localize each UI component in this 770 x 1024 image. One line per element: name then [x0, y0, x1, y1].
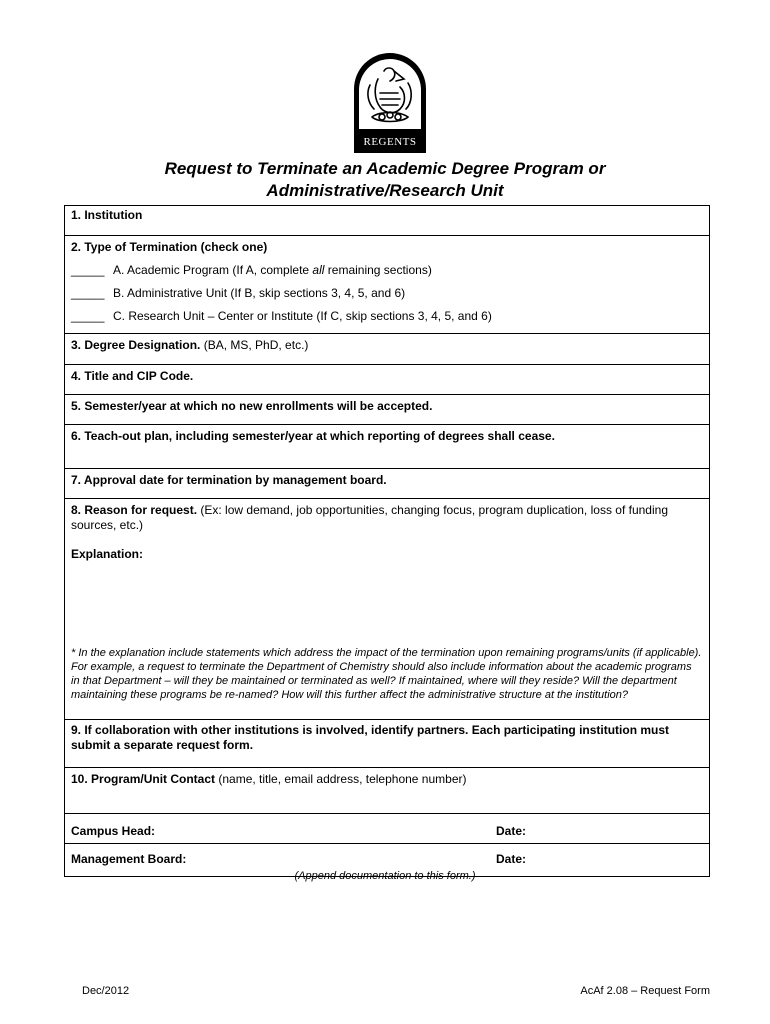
campus-head-label: Campus Head: [71, 824, 156, 838]
section-collaboration[interactable] [65, 720, 709, 768]
title-line-1: Request to Terminate an Academic Degree Program or [164, 159, 606, 178]
option-b-label: B. Administrative Unit (If B, skip sections 3, 4, 5, and 6) [113, 286, 406, 300]
section-institution[interactable] [65, 206, 709, 236]
section-title-cip[interactable] [65, 365, 709, 395]
section-6-label: 6. Teach-out plan, including semester/year at which reporting of degrees shall cease. [71, 429, 555, 443]
section-2-label: 2. Type of Termination (check one) [71, 240, 268, 254]
section-7-label: 7. Approval date for termination by management board. [71, 473, 387, 487]
explanation-label: Explanation: [71, 547, 144, 561]
checkbox-blank-c[interactable]: _____ [71, 309, 105, 323]
section-5-label: 5. Semester/year at which no new enrollments will be accepted. [71, 399, 433, 413]
logo-text: REGENTS [363, 136, 417, 148]
section-8-label: 8. Reason for request. (Ex: low demand, job opportunities, changing focus, program duplication, loss of funding sources, etc.) [71, 503, 668, 532]
option-b[interactable] [71, 286, 703, 301]
request-form [64, 205, 710, 877]
section-semester[interactable] [65, 395, 709, 425]
footer-form-id: AcAf 2.08 – Request Form [580, 985, 710, 997]
section-10-label: 10. Program/Unit Contact (name, title, email address, telephone number) [71, 772, 467, 786]
section-degree-designation[interactable] [65, 334, 709, 365]
management-date-label: Date: [496, 852, 527, 866]
option-c-label: C. Research Unit – Center or Institute (If C, skip sections 3, 4, 5, and 6) [113, 309, 492, 323]
option-c[interactable] [71, 309, 703, 324]
form-title [0, 158, 770, 202]
section-4-label: 4. Title and CIP Code. [71, 369, 194, 383]
explanation-note: * In the explanation include statements which address the impact of the termination upon remaining programs/units (if applicable). For example, a request to terminate the Department of Chemistry should also include information about the academic programs in that Department – will they be maintained or terminated as well? If maintained, where will they reside? Will the department maintaining these programs be re-named? How will this further affect the administrative structure at the institution? [71, 647, 702, 701]
option-a[interactable] [71, 263, 703, 278]
section-approval-date[interactable] [65, 469, 709, 499]
checkbox-blank-a[interactable]: _____ [71, 263, 105, 277]
section-contact[interactable] [65, 768, 709, 814]
section-3-label: 3. Degree Designation. (BA, MS, PhD, etc.) [71, 338, 309, 352]
management-board-label: Management Board: [71, 852, 187, 866]
checkbox-blank-b[interactable]: _____ [71, 286, 105, 300]
campus-head-row[interactable] [65, 814, 709, 844]
section-1-label: 1. Institution [71, 208, 143, 222]
regents-logo [350, 49, 430, 153]
section-reason[interactable] [65, 499, 709, 720]
section-9-label: 9. If collaboration with other institutions is involved, identify partners. Each participating institution must submit a separate request form. [71, 723, 670, 752]
campus-date-label: Date: [496, 824, 527, 838]
option-a-label: A. Academic Program (If A, complete all remaining sections) [113, 263, 432, 277]
footer-date: Dec/2012 [82, 985, 130, 997]
section-termination-type [65, 236, 709, 334]
section-teach-out[interactable] [65, 425, 709, 469]
title-line-2: Administrative/Research Unit [266, 181, 504, 200]
append-note: (Append documentation to this form.) [294, 870, 476, 882]
